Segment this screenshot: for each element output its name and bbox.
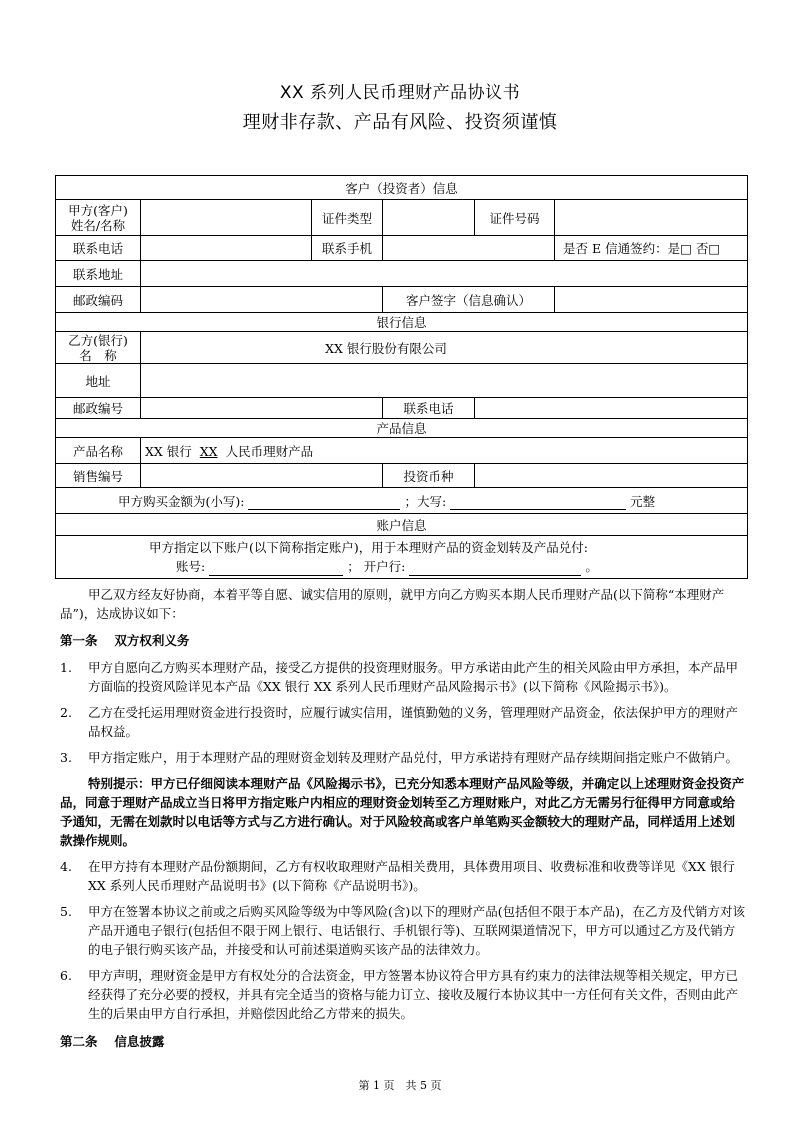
risk-slogan: 理财非存款、产品有风险、投资须谨慎 (242, 112, 558, 133)
article-2-heading: 第二条 信息披露 (60, 1034, 165, 1049)
item-number: 2. (60, 705, 72, 720)
party-b-name-label: 乙方(银行) 名 称 (56, 332, 141, 364)
bank-info-header: 银行信息 (56, 313, 748, 332)
product-series: XX (199, 443, 218, 459)
id-number-label: 证件号码 (475, 200, 555, 236)
page-number: 第 1 页 共 5 页 (358, 1079, 442, 1092)
postcode-label: 邮政编码 (56, 287, 141, 313)
account-bank-field[interactable] (409, 561, 581, 576)
bank-name-value: XX 银行股份有限公司 (141, 332, 748, 364)
product-suffix: 人民币理财产品 (225, 443, 314, 459)
amount-unit: 元整 (630, 493, 656, 509)
currency-field[interactable] (475, 464, 748, 488)
client-info-header: 客户（投资者）信息 (56, 176, 748, 200)
id-type-label: 证件类型 (312, 200, 383, 236)
amount-big-label: ；大写: (404, 493, 447, 509)
party-a-name-label: 甲方(客户) 姓名/名称 (56, 200, 141, 236)
agreement-body (60, 585, 745, 1051)
list-item (60, 966, 745, 1023)
item-number: 4. (60, 859, 72, 874)
sales-code-label: 销售编号 (56, 464, 141, 488)
item-number: 5. (60, 904, 72, 919)
phone-label: 联系电话 (56, 236, 141, 261)
party-a-name-field[interactable] (141, 200, 312, 236)
bank-phone-field[interactable] (475, 398, 748, 419)
item-text: 甲方自愿向乙方购买本理财产品，接受乙方提供的投资理财服务。甲方承诺由此产生的相关风险由甲方承担，本产品甲方面临的投资风险详见本产品《XX 银行 XX 系列人民币理财产品风险揭示书》(以下简称《风险揭示书》)。 (88, 660, 739, 694)
bank-address-field[interactable] (141, 364, 748, 398)
account-no-label: 账号: (176, 559, 206, 574)
mobile-label: 联系手机 (312, 236, 383, 261)
account-no-field[interactable] (209, 561, 343, 576)
client-signature-label: 客户签字（信息确认） (383, 287, 555, 313)
article-1-heading: 第一条 双方权利义务 (60, 633, 190, 648)
list-item (60, 857, 745, 895)
intro-paragraph: 甲乙双方经友好协商，本着平等自愿、诚实信用的原则，就甲方向乙方购买本期人民币理财产品(以下简称“本理财产品”)，达成协议如下： (60, 587, 725, 621)
account-bank-label: ； 开户行: (347, 559, 406, 574)
item-text: 甲方指定账户，用于本理财产品的理财资金划转及理财产品兑付，甲方承诺持有理财产品存续期间指定账户不做销户。 (88, 750, 739, 765)
amount-big-field[interactable] (450, 495, 626, 510)
document-title: XX 系列人民币理财产品协议书 (279, 83, 521, 103)
id-type-field[interactable] (383, 200, 475, 236)
special-notice: 特别提示：甲方已仔细阅读本理财产品《风险揭示书》，已充分知悉本理财产品风险等级，并确定以上述理财资金投资产品，同意于理财产品成立当日将甲方指定账户内相应的理财资金划转至乙方理财账户，对此乙方无需另行征得甲方同意或给予通知，无需在划款时以电话等方式与乙方进行确认。对于风险较高或客户单笔购买金额较大的理财产品，同样适用上述划款操作规则。 (60, 776, 745, 848)
amount-small-field[interactable] (248, 495, 400, 510)
mobile-field[interactable] (383, 236, 555, 261)
item-number: 3. (60, 750, 72, 765)
address-label: 联系地址 (56, 261, 141, 287)
account-end: 。 (585, 559, 598, 574)
bank-address-label: 地址 (56, 364, 141, 398)
article-1-items-continued (60, 857, 745, 1023)
item-number: 6. (60, 968, 72, 983)
currency-label: 投资币种 (383, 464, 475, 488)
list-item (60, 658, 745, 696)
purchase-amount-row (56, 488, 748, 514)
amount-small-label: 甲方购买金额为(小写): (118, 493, 245, 509)
account-line (56, 557, 747, 576)
list-item (60, 902, 745, 959)
id-number-field[interactable] (555, 200, 748, 236)
client-signature-field[interactable] (555, 287, 748, 313)
item-text: 甲方声明，理财资金是甲方有权处分的合法资金，甲方签署本协议符合甲方具有约束力的法律法规等相关规定，甲方已经获得了充分必要的授权，并具有完全适当的资格与能力订立、接收及履行本协议其中一方任何有关文件，否则由此产生的后果由甲方自行承担，并赔偿因此给乙方带来的损失。 (88, 968, 739, 1021)
item-text: 在甲方持有本理财产品份额期间，乙方有权收取理财产品相关费用，具体费用项目、收费标准和收费等详见《XX 银行 XX 系列人民币理财产品说明书》(以下简称《产品说明书》)。 (88, 859, 735, 893)
product-bank-prefix: XX 银行 (145, 443, 192, 459)
product-info-header: 产品信息 (56, 419, 748, 438)
list-item (60, 703, 745, 741)
account-description: 甲方指定以下账户(以下简称指定账户)，用于本理财产品的资金划转及产品兑付: (149, 540, 588, 555)
product-name-value (141, 438, 748, 464)
bank-postcode-field[interactable] (141, 398, 383, 419)
product-name-label: 产品名称 (56, 438, 141, 464)
agreement-info-table (55, 175, 748, 579)
bank-postcode-label: 邮政编号 (56, 398, 141, 419)
article-1-items (60, 658, 745, 767)
item-number: 1. (60, 660, 72, 675)
list-item (60, 748, 745, 767)
bank-phone-label: 联系电话 (383, 398, 475, 419)
item-text: 乙方在受托运用理财资金进行投资时，应履行诚实信用，谨慎勤勉的义务，管理理财产品资金，依法保护甲方的理财产品权益。 (88, 705, 739, 739)
account-info-cell (56, 536, 748, 579)
phone-field[interactable] (141, 236, 312, 261)
item-text: 甲方在签署本协议之前或之后购买风险等级为中等风险(含)以下的理财产品(包括但不限于本产品)，在乙方及代销方对该产品开通电子银行(包括但不限于网上银行、电话银行、手机银行等)、互联网渠道情况下，甲方可以通过乙方及代销方的电子银行购买该产品，并接受和认可前述渠道购买该产品的法律效力。 (88, 904, 746, 957)
sales-code-field[interactable] (141, 464, 383, 488)
e-sign-checkbox-group[interactable]: 是否 E 信通签约：是□ 否□ (555, 236, 748, 261)
postcode-field[interactable] (141, 287, 383, 313)
account-info-header: 账户信息 (56, 514, 748, 536)
address-field[interactable] (141, 261, 748, 287)
